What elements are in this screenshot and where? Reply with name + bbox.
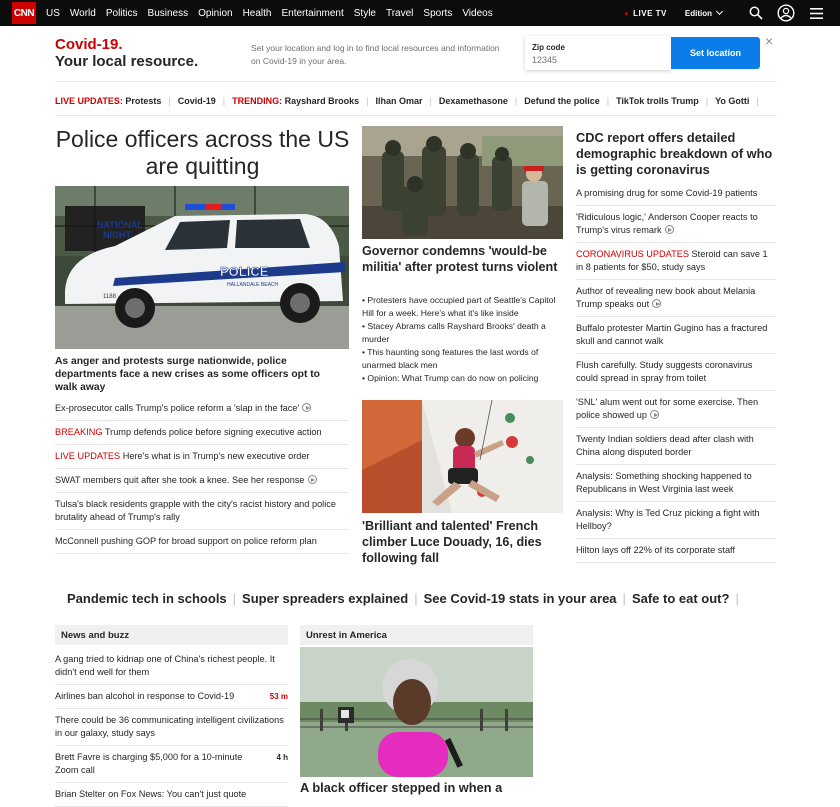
label-prefix: LIVE UPDATES: [55, 451, 121, 461]
cnn-logo[interactable]: CNN: [12, 2, 36, 24]
link-text: Author of revealing new book about Melania Trump speaks out: [576, 286, 756, 309]
nav-right: [625, 0, 826, 26]
hamburger-menu-icon[interactable]: [806, 3, 826, 23]
image-text-night: NIGHT: [103, 230, 131, 240]
protest-image[interactable]: [362, 126, 563, 239]
image-text-national: NATIONAL: [97, 220, 143, 230]
trending-label: TRENDING:: [232, 96, 283, 106]
user-account-icon[interactable]: [776, 3, 796, 23]
set-location-button[interactable]: Set location: [671, 37, 760, 69]
link-text: Analysis: Something shocking happened to Republicans in West Virginia last week: [576, 471, 752, 494]
link-text: A promising drug for some Covid-19 patients: [576, 188, 758, 198]
nav-link-sports[interactable]: Sports: [423, 7, 453, 19]
label-prefix: CORONAVIRUS UPDATES: [576, 249, 689, 259]
video-play-icon: [308, 475, 317, 484]
zip-code-box: [525, 36, 671, 70]
lead-subheadline[interactable]: As anger and protests surge nationwide, police departments face a new crises as some officers opt to walk away: [55, 356, 320, 393]
list-item[interactable]: [576, 428, 776, 465]
bullet-link[interactable]: • This haunting song features the last words of unarmed black men: [362, 346, 566, 372]
list-item[interactable]: [576, 391, 776, 428]
lead-related-list: [55, 397, 349, 554]
nav-link-politics[interactable]: Politics: [105, 7, 138, 19]
bullet-link[interactable]: • Protesters have occupied part of Seattle's Capitol Hill for a week. Here's what it's like inside: [362, 294, 566, 320]
covid-title-dark: Your local resource.: [55, 53, 199, 70]
separator: |: [222, 96, 226, 106]
topic-strip: [55, 591, 777, 606]
link-text: Twenty Indian soldiers dead after clash with China along disputed border: [576, 434, 754, 457]
edition-menu[interactable]: [685, 9, 722, 18]
covid-local-banner: [55, 30, 777, 82]
list-item[interactable]: [576, 354, 776, 391]
list-item[interactable]: [55, 469, 349, 493]
trending-link[interactable]: Yo Gotti: [715, 96, 750, 106]
right-link-list: [576, 182, 776, 563]
separator: |: [735, 591, 739, 606]
list-item[interactable]: [55, 709, 288, 746]
top-nav: [0, 0, 840, 26]
list-item[interactable]: [55, 648, 288, 685]
separator: |: [168, 96, 171, 106]
news-buzz-header: News and buzz: [55, 625, 288, 645]
right-headline[interactable]: CDC report offers detailed demographic breakdown of who is getting coronavirus: [576, 130, 773, 177]
video-play-icon: [665, 225, 674, 234]
trending-link[interactable]: Dexamethasone: [438, 96, 508, 106]
strip-link[interactable]: Safe to eat out?: [631, 591, 730, 606]
lead-headline[interactable]: Police officers across the US are quitting: [55, 126, 350, 179]
strip-link[interactable]: Pandemic tech in schools: [67, 591, 227, 606]
timestamp: 4 h: [276, 753, 288, 762]
zip-code-label: Zip code: [532, 43, 565, 52]
nav-link-videos[interactable]: Videos: [462, 7, 493, 19]
unrest-image[interactable]: [300, 647, 533, 777]
separator: |: [705, 96, 709, 106]
separator: |: [232, 591, 237, 606]
trending-link[interactable]: Rayshard Brooks: [284, 96, 360, 106]
list-item[interactable]: [55, 493, 349, 530]
middle-story2-headline[interactable]: 'Brilliant and talented' French climber Luce Douady, 16, dies following fall: [362, 519, 542, 565]
video-play-icon: [302, 403, 311, 412]
separator: |: [514, 96, 518, 106]
link-text: Steroid can save 1 in 8 patients for $50, study says: [576, 249, 768, 272]
search-icon[interactable]: [746, 3, 766, 23]
live-updates-label: LIVE UPDATES:: [55, 96, 123, 106]
nav-link-entertainment[interactable]: Entertainment: [281, 7, 344, 19]
nav-link-health[interactable]: Health: [242, 7, 272, 19]
strip-link[interactable]: Super spreaders explained: [242, 591, 409, 606]
list-item[interactable]: [55, 685, 288, 709]
link-text: Airlines ban alcohol in response to Covid-19: [55, 691, 235, 701]
separator: |: [414, 591, 418, 606]
list-item[interactable]: [55, 445, 349, 469]
timestamp: 53 m: [269, 692, 288, 701]
trending-link[interactable]: Ilhan Omar: [375, 96, 423, 106]
unrest-headline[interactable]: A black officer stepped in when a: [300, 780, 503, 795]
link-text: Analysis: Why is Ted Cruz picking a fight with Hellboy?: [576, 508, 760, 531]
covid-banner-title: [55, 36, 198, 70]
live-tv-link[interactable]: [625, 9, 667, 18]
nav-link-opinion[interactable]: Opinion: [198, 7, 233, 19]
separator: |: [429, 96, 432, 106]
list-item[interactable]: [55, 421, 349, 445]
trending-link[interactable]: TikTok trolls Trump: [616, 96, 699, 106]
image-text-hallandale: HALLANDALE BEACH: [227, 282, 279, 288]
trending-link-covid[interactable]: Covid-19: [177, 96, 216, 106]
separator: |: [366, 96, 369, 106]
covid-banner-description: Set your location and log in to find local resources and information on Covid-19 in your area.: [251, 43, 500, 66]
zip-code-input[interactable]: [532, 54, 662, 66]
police-car-image[interactable]: [55, 186, 349, 349]
bullet-link[interactable]: • Stacey Abrams calls Rayshard Brooks' death a murder: [362, 320, 566, 346]
list-item[interactable]: [55, 530, 349, 554]
link-text: SWAT members quit after she took a knee. See her response: [55, 475, 305, 485]
news-buzz-list: [55, 648, 288, 807]
list-item[interactable]: [576, 317, 776, 354]
live-dot-icon: [625, 12, 628, 15]
trending-link[interactable]: Defund the police: [524, 96, 600, 106]
link-text: Buffalo protester Martin Gugino has a fractured skull and cannot walk: [576, 323, 768, 346]
close-icon[interactable]: ×: [765, 33, 774, 49]
unrest-header: Unrest in America: [300, 625, 533, 645]
list-item[interactable]: [576, 206, 776, 243]
link-text: Trump defends police before signing executive action: [102, 427, 322, 437]
image-text-police: POLICE: [220, 264, 269, 279]
list-item[interactable]: [576, 539, 776, 563]
link-text: There could be 36 communicating intelligent civilizations in our galaxy, study says: [55, 715, 284, 738]
list-item[interactable]: [576, 182, 776, 206]
live-tv-label: LIVE TV: [633, 8, 667, 18]
link-text: Hilton lays off 22% of its corporate staff: [576, 545, 735, 555]
list-item[interactable]: [576, 280, 776, 317]
climber-image[interactable]: [362, 400, 563, 513]
nav-link-travel[interactable]: Travel: [385, 7, 414, 19]
link-text: Flush carefully. Study suggests coronavirus could spread in spray from toilet: [576, 360, 753, 383]
video-play-icon: [652, 299, 661, 308]
video-play-icon: [650, 410, 659, 419]
list-item[interactable]: [55, 783, 288, 807]
list-item[interactable]: [576, 243, 776, 280]
middle-story1-bullets: [362, 294, 566, 385]
link-text: Brett Favre is charging $5,000 for a 10-minute Zoom call: [55, 752, 243, 775]
link-text: Tulsa's black residents grapple with the city's racist history and police brutality ahead of Trump's rally: [55, 499, 336, 522]
link-text: Ex-prosecutor calls Trump's police reform a 'slap in the face': [55, 403, 300, 413]
trending-bar: [55, 96, 777, 116]
image-text-unit: 1188: [103, 294, 116, 300]
link-text: McConnell pushing GOP for broad support on police reform plan: [55, 536, 317, 546]
nav-link-world[interactable]: World: [69, 7, 96, 19]
nav-links: [46, 0, 503, 26]
chevron-down-icon: [716, 8, 723, 15]
edition-label: Edition: [684, 8, 712, 18]
covid-title-red: Covid-19.: [55, 36, 123, 53]
nav-link-business[interactable]: Business: [147, 7, 189, 19]
separator: |: [622, 591, 626, 606]
link-text: 'Ridiculous logic,' Anderson Cooper reacts to Trump's virus remark: [576, 212, 758, 235]
label-prefix: BREAKING: [55, 427, 103, 437]
link-text: Brian Stelter on Fox News: You can't just quote: [55, 789, 247, 799]
list-item[interactable]: [55, 746, 288, 783]
link-text: A gang tried to kidnap one of China's richest people. It didn't end well for them: [55, 654, 275, 677]
list-item[interactable]: [576, 502, 776, 539]
list-item[interactable]: [576, 465, 776, 502]
list-item[interactable]: [55, 397, 349, 421]
middle-story1-headline[interactable]: Governor condemns 'would-be militia' after protest turns violent: [362, 244, 558, 274]
link-text: 'SNL' alum went out for some exercise. Then police showed up: [576, 397, 759, 420]
bullet-link[interactable]: • Opinion: What Trump can do now on policing: [362, 372, 566, 385]
separator: |: [606, 96, 610, 106]
trending-link-protests[interactable]: Protests: [125, 96, 162, 106]
separator: |: [756, 96, 759, 106]
nav-link-style[interactable]: Style: [353, 7, 376, 19]
strip-link[interactable]: See Covid-19 stats in your area: [423, 591, 617, 606]
link-text: Here's what is in Trump's new executive order: [120, 451, 310, 461]
nav-link-us[interactable]: US: [46, 7, 60, 19]
